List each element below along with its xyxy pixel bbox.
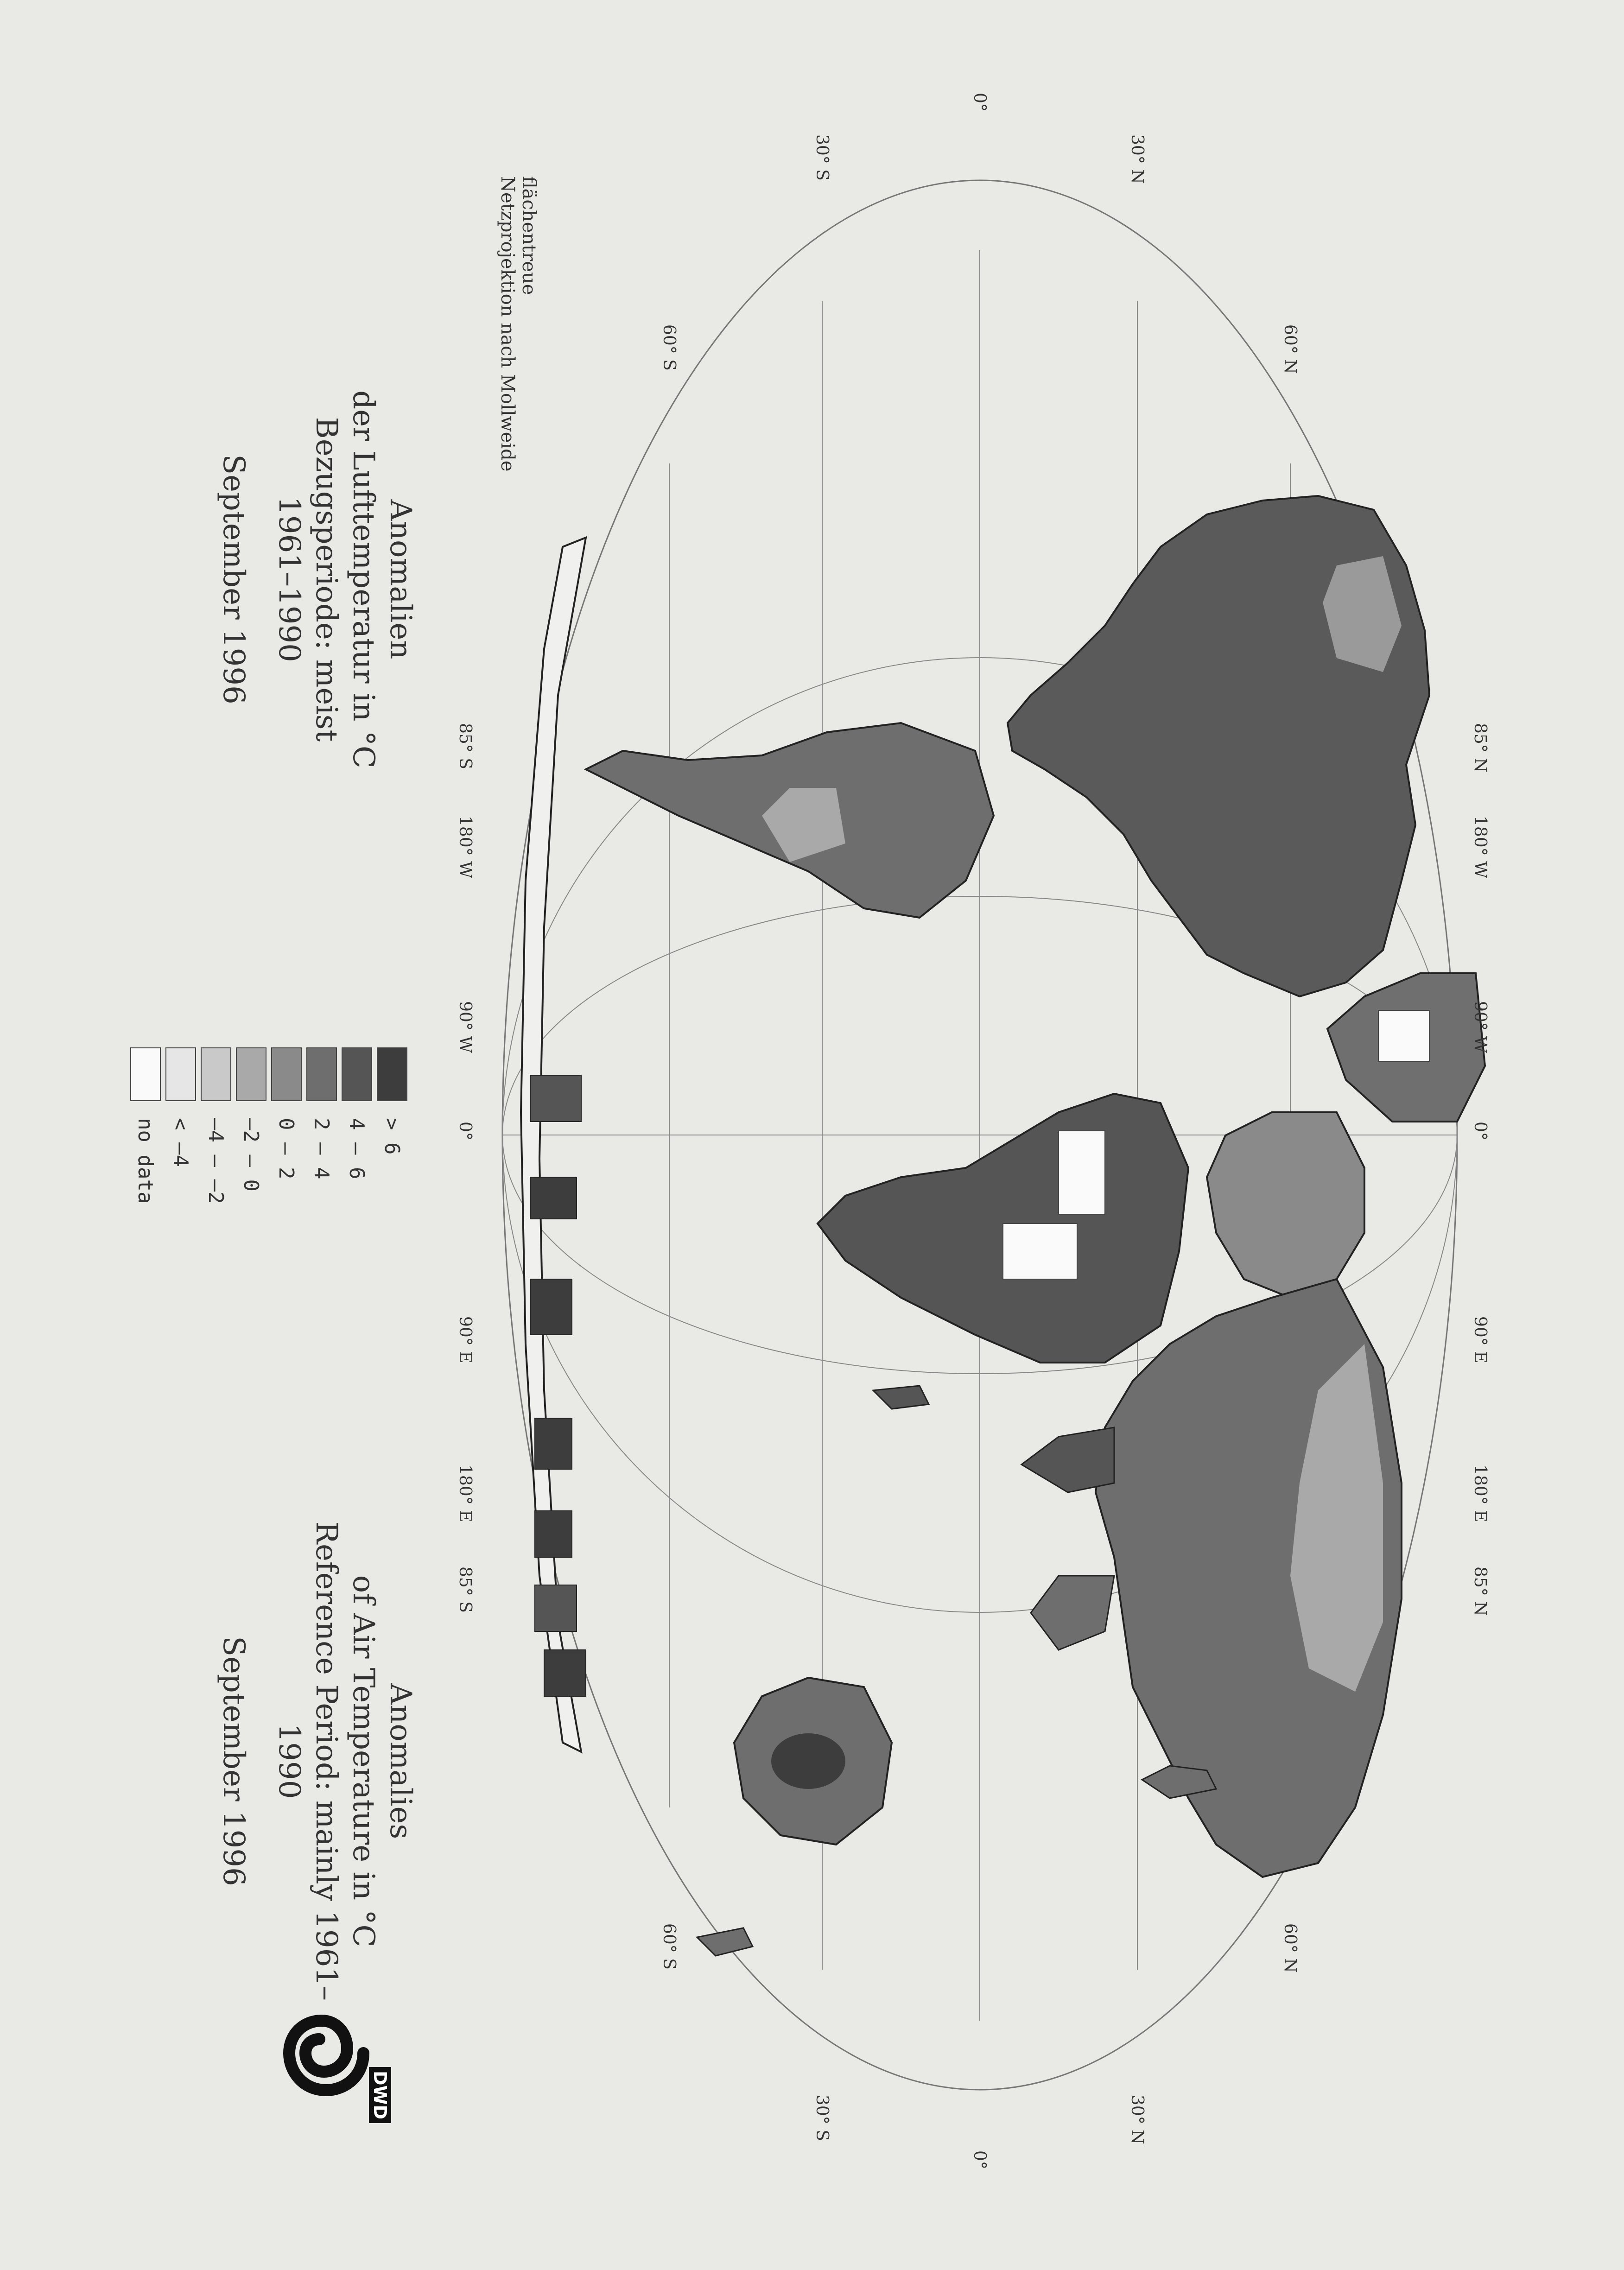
lon-label-bottom-90w: 90° W [456,1001,475,1053]
lon-label-bottom-90e: 90° E [456,1316,475,1363]
antarctica [521,538,586,1752]
india [1021,1427,1114,1492]
lon-label-top-90w: 90° W [1471,1001,1490,1053]
legend-label: no data [133,1118,158,1204]
lon-label-top-180w: 180° W [1471,816,1490,879]
lat-label-right-30s: 30° S [812,2095,831,2141]
lon-label-top-85n-left: 85° N [1471,723,1490,773]
legend-swatch [271,1047,302,1101]
lat-label-left-60n: 60° N [1281,324,1300,374]
legend-label: –2 – 0 [239,1118,263,1192]
legend-row [234,1047,269,1204]
title-en-line-1: Anomalies [383,1683,418,1839]
legend-swatch [377,1047,407,1101]
sahara-no-data-2 [1003,1224,1077,1279]
madagascar [873,1386,929,1409]
lat-label-left-0: 0° [970,93,989,112]
dwd-logo-text: DWD [369,2067,391,2123]
legend-rows [128,1047,410,1204]
lat-label-right-30n: 30° N [1128,2095,1147,2144]
antarctica-cell [530,1075,581,1122]
legend-row [269,1047,304,1204]
antarctica-cell [535,1585,577,1631]
lat-label-left-30s: 30° S [812,134,831,181]
lat-label-right-60s: 60° S [660,1923,679,1970]
lat-label-left-60s: 60° S [660,324,679,371]
dwd-swirl-icon [280,2007,373,2099]
legend-swatch [342,1047,372,1101]
legend-swatch [306,1047,337,1101]
lon-label-top-0: 0° [1471,1122,1490,1141]
projection-line-1: flächentreue [518,176,539,295]
legend-row [304,1047,339,1204]
legend-row [339,1047,374,1204]
antarctica-cell [530,1177,577,1219]
title-de-line-1: Anomalien [383,499,418,659]
legend-swatch [201,1047,231,1101]
legend [128,1047,410,1204]
lon-label-top-85n-right: 85° N [1471,1566,1490,1616]
legend-row [374,1047,410,1204]
legend-row [128,1047,163,1204]
legend-row [198,1047,234,1204]
legend-label: 0 – 2 [274,1118,298,1179]
lon-label-bottom-180e: 180° E [456,1465,475,1522]
new-zealand [697,1928,753,1956]
title-english [215,1506,419,2016]
title-de-line-4: September 1996 [216,454,251,704]
legend-label: 4 – 6 [345,1118,369,1179]
legend-label: > 6 [380,1118,404,1155]
legend-swatch [236,1047,266,1101]
lat-label-right-60n: 60° N [1281,1923,1300,1973]
sahara-no-data-1 [1059,1131,1105,1214]
antarctica-cell [544,1650,586,1696]
lon-label-bottom-0: 0° [456,1122,475,1141]
antarctica-cell [535,1418,572,1469]
legend-swatch [130,1047,161,1101]
legend-row [163,1047,198,1204]
antarctica-cell [530,1279,572,1335]
lon-label-bottom-85s-right: 85° S [456,1566,475,1613]
lat-label-left-30n: 30° N [1128,134,1147,184]
lon-label-bottom-180w: 180° W [456,816,475,879]
legend-label: < –4 [169,1118,193,1167]
antarctica-cell [535,1511,572,1557]
title-de-line-3: Bezugsperiode: meist 1961–1990 [272,417,343,742]
title-en-line-4: September 1996 [216,1636,251,1886]
lon-label-top-90e: 90° E [1471,1316,1490,1363]
lat-label-right-0: 0° [970,2150,989,2169]
australia-warm-core [771,1733,845,1789]
greenland-no-data [1378,1010,1429,1061]
title-de-line-2: der Lufttemperatur in °C [346,390,381,768]
se-asia [1031,1576,1114,1650]
title-german [215,371,419,788]
legend-swatch [165,1047,196,1101]
lon-label-bottom-85s-left: 85° S [456,723,475,769]
legend-label: –4 – –2 [204,1118,228,1204]
europe [1207,1112,1364,1298]
projection-note [497,176,539,471]
legend-label: 2 – 4 [310,1118,334,1179]
title-en-line-3: Reference Period: mainly 1961–1990 [272,1521,343,2001]
title-en-line-2: of Air Temperature in °C [346,1575,381,1947]
lon-label-top-180e: 180° E [1471,1465,1490,1522]
projection-line-2: Netzprojektion nach Mollweide [497,176,518,472]
dwd-logo [271,2007,391,2120]
